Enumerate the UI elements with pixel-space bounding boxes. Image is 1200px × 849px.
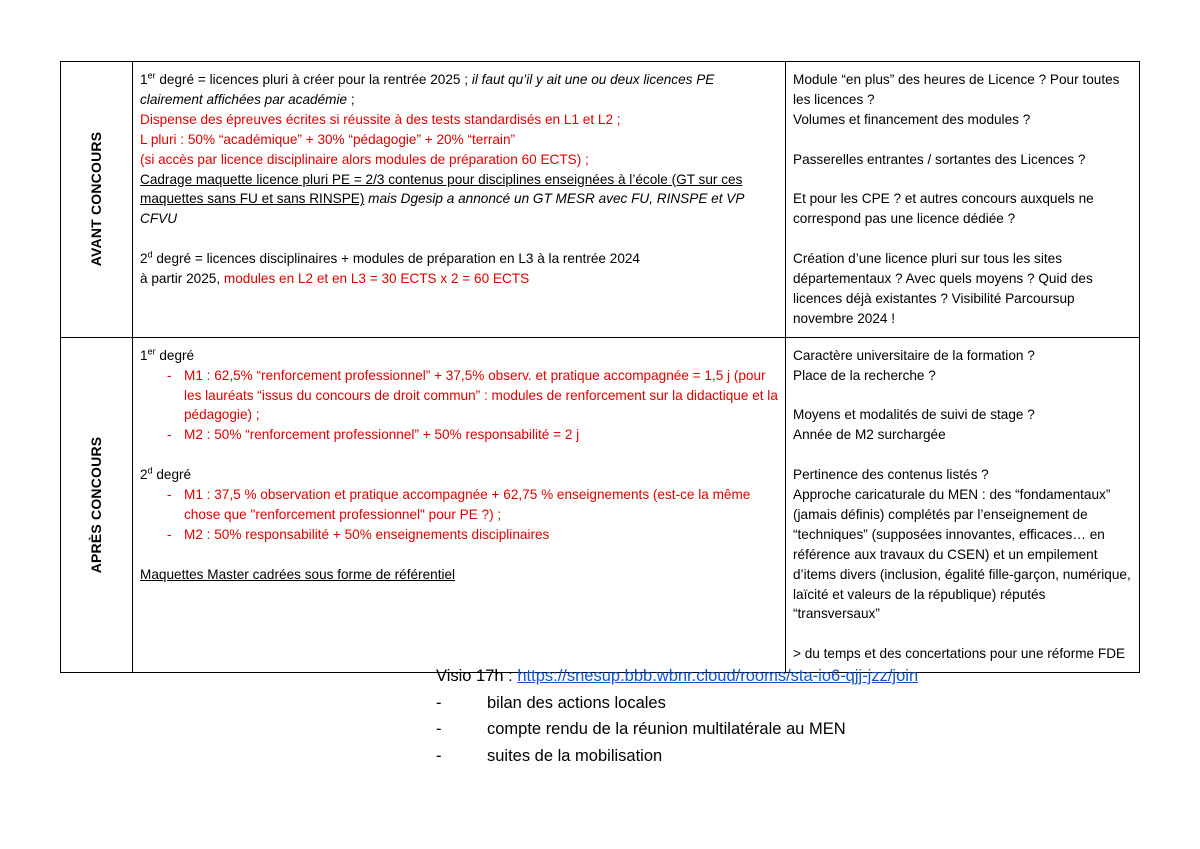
degree-number: 1 xyxy=(140,347,148,363)
question-line: Place de la recherche ? xyxy=(793,367,936,383)
degree-sup: er xyxy=(147,346,156,357)
degree-sup: er xyxy=(147,70,156,81)
second-degre-heading xyxy=(140,465,779,485)
line-text: à partir 2025, xyxy=(140,271,224,287)
questions-cell-apres xyxy=(786,337,1140,672)
cadrage-italic: mais Dgesip a annoncé un GT MESR avec FU, RINSPE et VP CFVU xyxy=(140,191,744,227)
degree-text: degré = licences disciplinaires + modules de préparation en L3 à la rentrée 2024 xyxy=(152,251,640,267)
table-row-avant xyxy=(61,62,1140,338)
row-label-cell xyxy=(61,337,133,672)
measures-cell-avant xyxy=(133,62,786,338)
paragraph-end: ; xyxy=(347,91,355,107)
premier-degre-paragraph xyxy=(140,70,779,110)
question-line: Caractère universitaire de la formation ? xyxy=(793,347,1035,363)
question-line: Et pour les CPE ? et autres concours auxquels ne correspond pas une licence dédiée ? xyxy=(793,191,1094,227)
list-item: - M2 : 50% “renforcement professionnel” + 50% responsabilité = 2 j xyxy=(140,425,779,445)
degree-text: degré xyxy=(152,467,192,483)
degree-number: 2 xyxy=(140,467,148,483)
agenda-item: - suites de la mobilisation xyxy=(436,743,918,770)
row-label-avant-concours: AVANT CONCOURS xyxy=(87,132,104,267)
l-pluri-line: L pluri : 50% “académique” + 30% “pédagogie” + 20% “terrain” xyxy=(140,131,516,147)
row-label-apres-concours: APRÈS CONCOURS xyxy=(87,436,104,574)
italic-remark: il faut qu’il y ait une ou deux licences PE clairement affichées par académie xyxy=(140,72,715,107)
agenda-item: - bilan des actions locales xyxy=(436,690,918,717)
second-degre-list xyxy=(140,485,779,545)
visio-line xyxy=(436,663,918,690)
visio-section xyxy=(436,663,918,769)
degree-text: degré = licences pluri à créer pour la rentrée 2025 ; xyxy=(155,72,472,87)
table-row-apres xyxy=(61,337,1140,672)
list-item: - M1 : 37,5 % observation et pratique accompagnée + 62,75 % enseignements (est-ce la même chose que "renforcement professionnel" pour PE ?) ; xyxy=(140,485,779,525)
question-line: Volumes et financement des modules ? xyxy=(793,111,1031,127)
conclusion-line: > du temps et des concertations pour une réforme FDE xyxy=(793,646,1126,662)
cadrage-underlined: Cadrage maquette licence pluri PE = 2/3 contenus pour disciplines enseignées à l’école (GT sur ces maquettes sans FU et sans RINSPE) xyxy=(140,171,743,207)
list-item: - M2 : 50% responsabilité + 50% enseignements disciplinaires xyxy=(140,525,779,545)
measures-cell-apres xyxy=(133,337,786,672)
second-degre-paragraph xyxy=(140,249,779,269)
degree-sup: d xyxy=(147,465,153,476)
reform-table xyxy=(60,61,1140,673)
question-line: Module “en plus” des heures de Licence ? Pour toutes les licences ? xyxy=(793,72,1120,107)
degree-number: 2 xyxy=(140,251,148,267)
cadrage-paragraph xyxy=(140,170,779,230)
agenda-item: - compte rendu de la réunion multilatérale au MEN xyxy=(436,716,918,743)
question-line: Passerelles entrantes / sortantes des Licences ? xyxy=(793,151,1086,167)
questions-cell-avant xyxy=(786,62,1140,338)
question-line: Année de M2 surchargée xyxy=(793,427,946,443)
premier-degre-list xyxy=(140,366,779,446)
acces-licence-line: (si accès par licence disciplinaire alors modules de préparation 60 ECTS) ; xyxy=(140,151,589,167)
degree-text: degré xyxy=(155,347,195,363)
premier-degre-heading xyxy=(140,346,779,366)
question-line: Moyens et modalités de suivi de stage ? xyxy=(793,407,1035,423)
degree-sup: d xyxy=(147,249,153,260)
a-partir-2025-line xyxy=(140,269,779,289)
question-line: Création d’une licence pluri sur tous les sites départementaux ? Avec quels moyens ? Quid des licences déjà existantes ? Visibilité Parcoursup novembre 2024 ! xyxy=(793,251,1093,326)
maquettes-master-line: Maquettes Master cadrées sous forme de référentiel xyxy=(140,566,456,582)
row-label-cell xyxy=(61,62,133,338)
question-line: Pertinence des contenus listés ? xyxy=(793,467,989,483)
dispense-line: Dispense des épreuves écrites si réussite à des tests standardisés en L1 et L2 ; xyxy=(140,111,621,127)
degree-number: 1 xyxy=(140,72,148,87)
list-item: - M1 : 62,5% “renforcement professionnel” + 37,5% observ. et pratique accompagnée = 1,5 j (pour les lauréats “issus du concours de droit commun” : modules de renforcement sur la didactique et la pédagogie) ; xyxy=(140,366,779,426)
line-red-text: modules en L2 et en L3 = 30 ECTS x 2 = 60 ECTS xyxy=(223,271,530,287)
visio-label: Visio 17h : xyxy=(436,667,518,685)
question-line: Approche caricaturale du MEN : des “fondamentaux” (jamais définis) complétés par l’enseignement de “techniques” (supposées innovantes, efficaces… en référence aux travaux du CSEN) et un empilement d’items divers (inclusion, égalité fille-garçon, numérique, laïcité et valeurs de la république) réputés “transversaux” xyxy=(793,487,1131,622)
visio-link[interactable]: https://snesup.bbb.wbnr.cloud/rooms/sta-io6-qjj-jzz/join xyxy=(517,667,919,685)
